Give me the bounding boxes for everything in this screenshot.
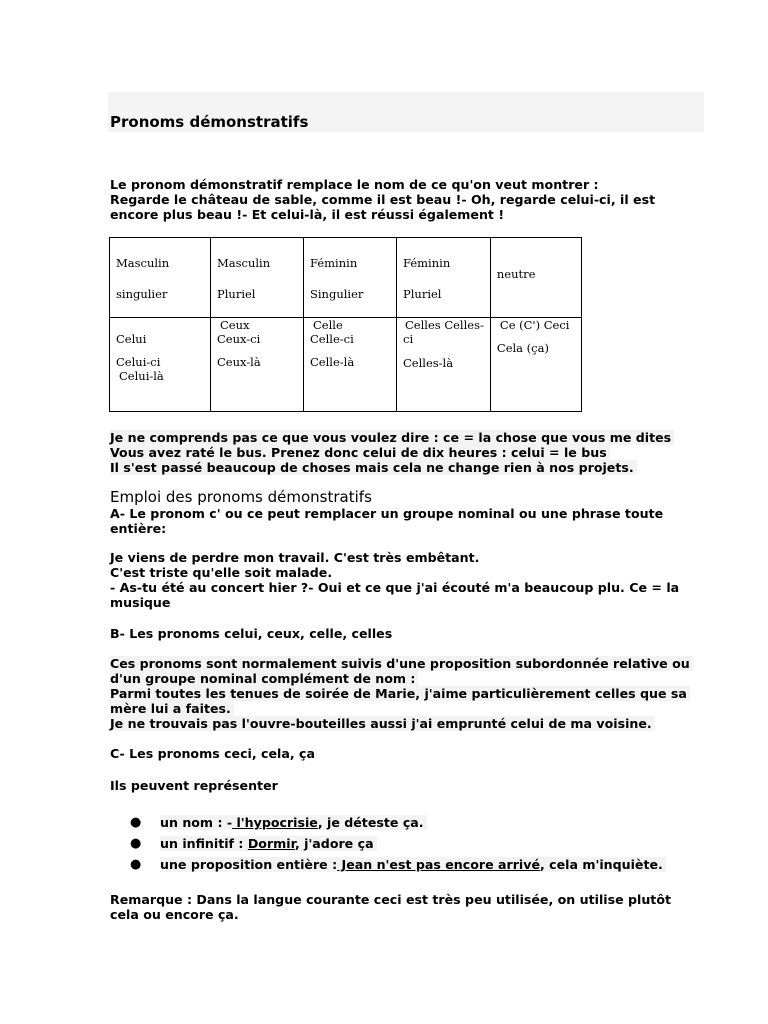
part-b-line	[110, 716, 693, 731]
remark-line: Remarque : Dans la langue courante ceci est très peu utilisée, on utilise plutôt	[110, 892, 671, 907]
part-c-heading: C- Les pronoms ceci, cela, ça	[110, 746, 315, 761]
cell-line: Ceux	[220, 317, 250, 332]
cell-line: Cela (ça)	[496, 340, 549, 355]
header-line: Féminin	[310, 256, 358, 270]
table-header-row	[110, 238, 582, 318]
part-c-subheading: Ils peuvent représenter	[110, 778, 278, 793]
cell-line: Celles Celles-	[405, 317, 484, 332]
remark-line: cela ou encore ça.	[110, 907, 239, 922]
cell-line: Celles-là	[403, 355, 454, 370]
part-b-line	[110, 656, 693, 671]
part-a-examples	[110, 550, 679, 610]
part-b-heading: B- Les pronoms celui, ceux, celle, celles	[110, 626, 393, 641]
list-item-prefix: une proposition entière :	[160, 857, 338, 872]
list-item-content	[160, 857, 666, 872]
example-text: Il s'est passé beaucoup de choses mais cela ne change rien à nos projets.	[110, 460, 637, 475]
part-a-example: musique	[110, 595, 171, 610]
cell-line: Ceux-là	[217, 354, 261, 369]
bullet-icon: ●	[130, 857, 142, 872]
cell-line: Celle	[313, 317, 343, 332]
part-b-text: Parmi toutes les tenues de soirée de Marie, j'aime particulièrement celles que sa	[110, 686, 690, 701]
intro-line: Le pronom démonstratif remplace le nom de ce qu'on veut montrer :	[110, 177, 599, 192]
list-item-content	[160, 836, 377, 851]
list-item-content	[160, 815, 427, 830]
list-item-underlined: l'hypocrisie	[232, 815, 318, 830]
part-a-example: - As-tu été au concert hier ?- Oui et ce que j'ai écouté m'a beaucoup plu. Ce = la	[110, 580, 680, 595]
list-item-suffix: , je déteste ça.	[317, 815, 424, 830]
table-cell	[110, 317, 211, 411]
cell-line: Celle-ci	[310, 331, 354, 346]
part-b-text: d'un groupe nominal complément de nom :	[110, 671, 418, 686]
cell-line: Ce (C') Ceci	[499, 317, 570, 332]
part-a-example: C'est triste qu'elle soit malade.	[110, 565, 333, 580]
list-item-prefix: un infinitif :	[160, 836, 248, 851]
example-line	[110, 445, 674, 460]
example-line	[110, 430, 674, 445]
pronouns-table	[109, 237, 582, 412]
cell-line: Celui-ci	[116, 354, 161, 369]
part-a-intro	[110, 506, 663, 536]
table-cell	[490, 317, 581, 411]
example-text: Vous avez raté le bus. Prenez donc celui de dix heures : celui = le bus	[110, 445, 610, 460]
table-cell	[211, 317, 304, 411]
part-b-line	[110, 686, 693, 701]
cell-line: Celui-là	[119, 368, 164, 383]
uses-list	[130, 812, 666, 875]
header-line: Féminin	[403, 256, 451, 270]
page-title: Pronoms démonstratifs	[110, 113, 309, 131]
list-item-suffix: , j'adore ça	[294, 836, 374, 851]
examples-paragraph	[110, 430, 674, 475]
header-line: neutre	[496, 267, 536, 281]
header-line: Masculin	[116, 256, 170, 270]
example-text: Je ne comprends pas ce que vous voulez dire : ce = la chose que vous me dites	[110, 430, 674, 445]
header-line: Singulier	[310, 287, 364, 301]
list-item	[130, 854, 666, 875]
part-b-text: Ces pronoms sont normalement suivis d'une proposition subordonnée relative ou	[110, 656, 693, 671]
table-body-row	[110, 317, 582, 411]
intro-line: encore plus beau !- Et celui-là, il est réussi également !	[110, 207, 505, 222]
example-line	[110, 460, 674, 475]
part-a-line: A- Le pronom c' ou ce peut remplacer un groupe nominal ou une phrase toute	[110, 506, 664, 521]
part-b-line	[110, 671, 693, 686]
table-cell	[397, 317, 491, 411]
bullet-icon: ●	[130, 815, 142, 830]
cell-line: Ceux-ci	[217, 331, 261, 346]
part-b-text: mère lui a faites.	[110, 701, 234, 716]
header-line: singulier	[116, 287, 168, 301]
part-b-line	[110, 701, 693, 716]
list-item-underlined: Jean n'est pas encore arrivé	[337, 857, 540, 872]
list-item	[130, 812, 666, 833]
header-line: Masculin	[217, 256, 271, 270]
list-item-underlined: Dormir	[247, 836, 295, 851]
table-header-cell	[397, 238, 491, 318]
part-b-paragraph	[110, 656, 693, 731]
list-item-suffix: , cela m'inquiète.	[540, 857, 663, 872]
table-cell	[304, 317, 397, 411]
bullet-icon: ●	[130, 836, 142, 851]
table-header-cell	[110, 238, 211, 318]
cell-line: Celle-là	[310, 354, 355, 369]
list-item-prefix: un nom : -	[160, 815, 233, 830]
table-header-cell	[211, 238, 304, 318]
table-header-cell	[304, 238, 397, 318]
section-heading: Emploi des pronoms démonstratifs	[110, 488, 372, 506]
header-line: Pluriel	[217, 287, 256, 301]
cell-line: Celui	[116, 331, 147, 346]
remark-paragraph	[110, 892, 671, 922]
table-header-cell	[490, 238, 581, 318]
intro-line: Regarde le château de sable, comme il est beau !- Oh, regarde celui-ci, il est	[110, 192, 656, 207]
list-item	[130, 833, 666, 854]
header-line: Pluriel	[403, 287, 442, 301]
cell-line: ci	[403, 331, 414, 346]
part-b-text: Je ne trouvais pas l'ouvre-bouteilles aussi j'ai emprunté celui de ma voisine.	[110, 716, 655, 731]
part-a-example: Je viens de perdre mon travail. C'est très embêtant.	[110, 550, 480, 565]
intro-paragraph	[110, 177, 655, 222]
part-a-line: entière:	[110, 521, 167, 536]
